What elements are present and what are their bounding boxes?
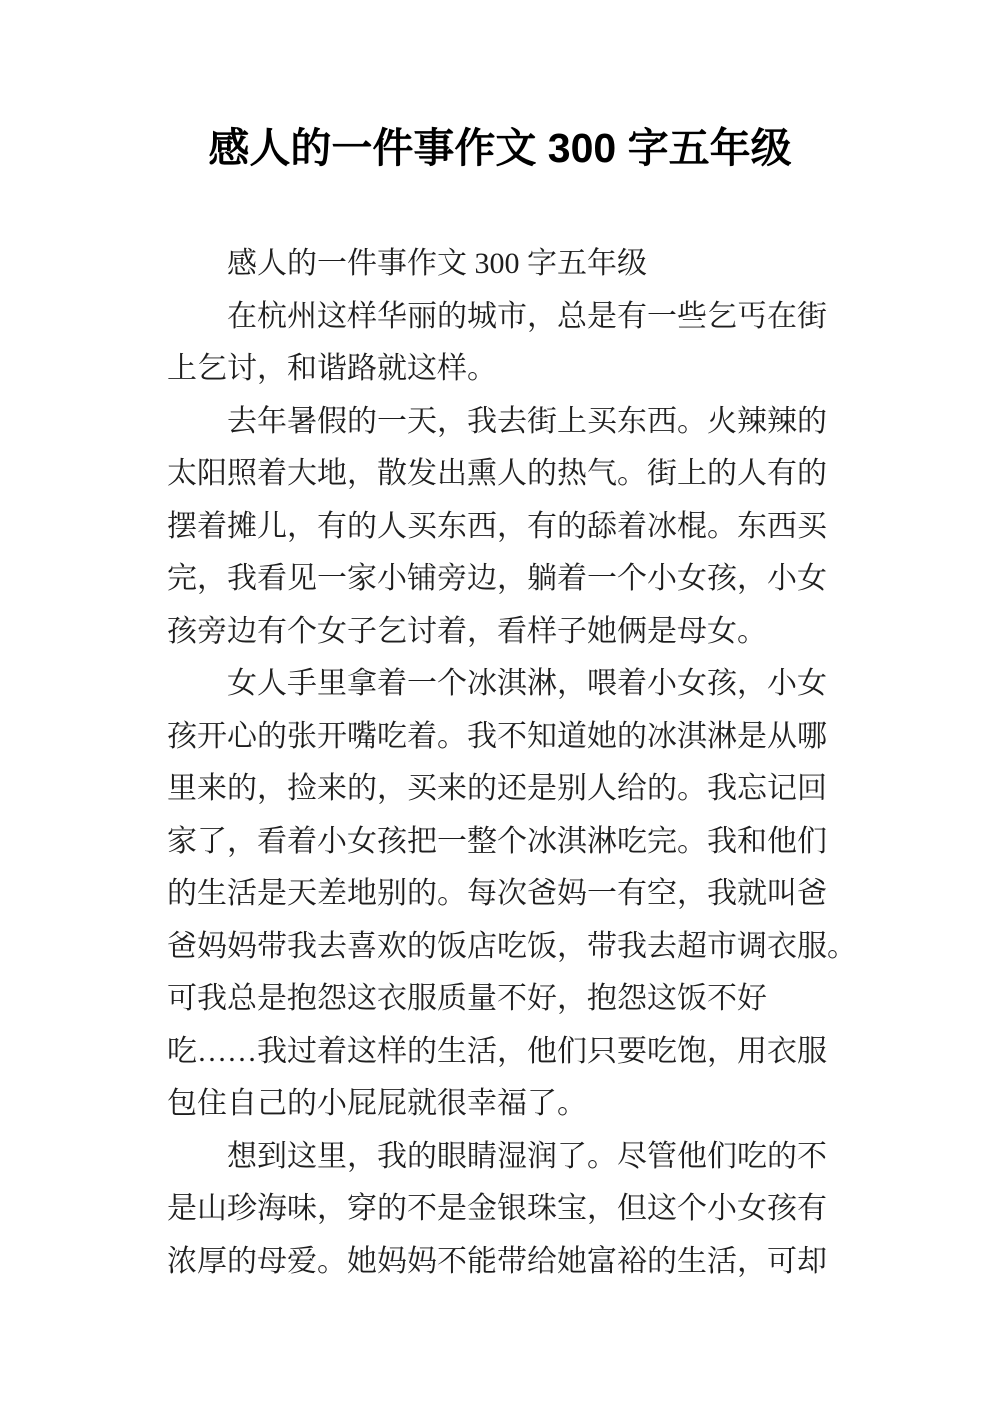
text-line: 上乞讨，和谐路就这样。 [167,352,497,385]
text-line: 去年暑假的一天，我去街上买东西。火辣辣的 [227,404,827,438]
text-line: 完，我看见一家小铺旁边，躺着一个小女孩，小女 [167,562,827,595]
paragraph [167,396,833,659]
text-line: 家了，看着小女孩把一整个冰淇淋吃完。我和他们 [167,824,827,858]
text-line: 感人的一件事作文 300 字五年级 [227,247,647,280]
text-line: 爸妈妈带我去喜欢的饭店吃饭，带我去超市调衣服。 [167,929,857,963]
paragraph [167,1131,833,1289]
text-line: 太阳照着大地，散发出熏人的热气。街上的人有的 [167,457,827,490]
text-line: 是山珍海味，穿的不是金银珠宝，但这个小女孩有 [167,1192,827,1225]
paragraph [167,291,833,396]
text-line: 浓厚的母爱。她妈妈不能带给她富裕的生活，可却 [167,1244,827,1278]
text-line: 想到这里，我的眼睛湿润了。尽管他们吃的不 [227,1139,827,1173]
text-line: 孩旁边有个女子乞讨着，看样子她俩是母女。 [167,614,767,648]
text-line: 孩开心的张开嘴吃着。我不知道她的冰淇淋是从哪 [167,719,827,753]
document-title: 感人的一件事作文 300 字五年级 [208,125,792,171]
text-line: 吃……我过着这样的生活，他们只要吃饱，用衣服 [167,1034,827,1068]
text-line: 包住自己的小屁屁就很幸福了。 [167,1087,587,1120]
text-line: 的生活是天差地别的。每次爸妈一有空，我就叫爸 [167,877,827,910]
text-line: 摆着摊儿，有的人买东西，有的舔着冰棍。东西买 [167,509,827,543]
text-line: 女人手里拿着一个冰淇淋，喂着小女孩，小女 [227,667,827,700]
text-line: 里来的，捡来的，买来的还是别人给的。我忘记回 [167,772,827,805]
paragraph [167,238,833,291]
text-line: 可我总是抱怨这衣服质量不好，抱怨这饭不好 [167,982,767,1015]
document-body [167,238,857,1288]
text-line: 在杭州这样华丽的城市，总是有一些乞丐在街 [227,299,827,333]
paragraph [167,658,857,1131]
